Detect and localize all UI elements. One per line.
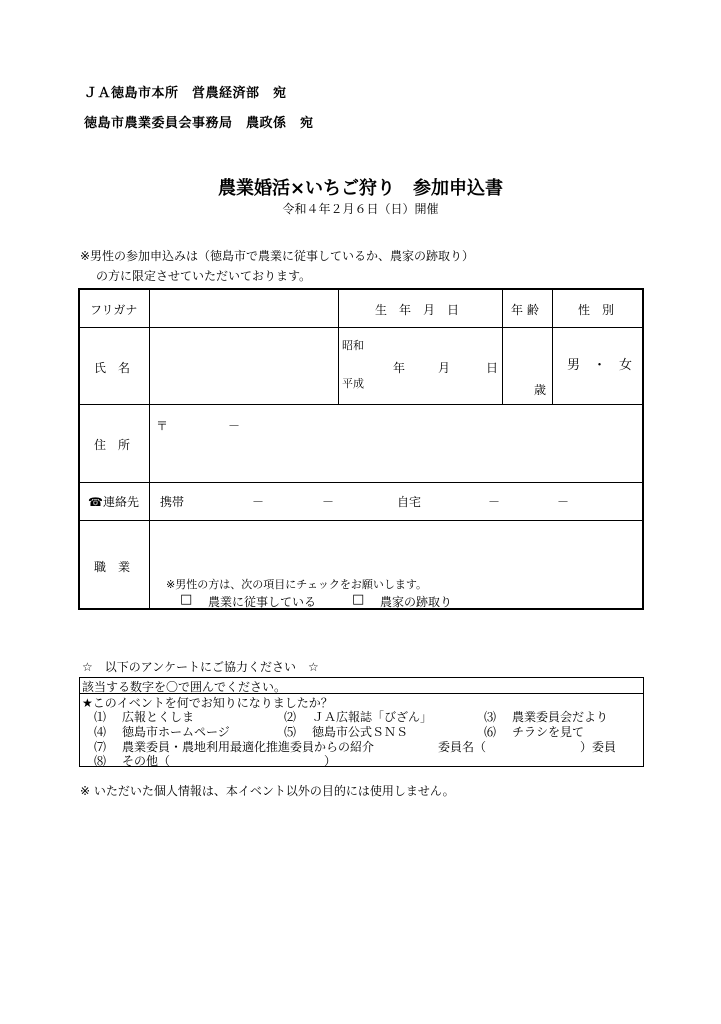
column-divider bbox=[502, 290, 503, 404]
gender-header: 性 別 bbox=[578, 303, 615, 317]
mobile-dash-1: － bbox=[252, 495, 265, 509]
name-label: 氏 名 bbox=[94, 361, 131, 375]
option-5-number[interactable]: ⑸ bbox=[284, 725, 297, 739]
month-label: 月 bbox=[438, 361, 451, 375]
privacy-note: ※ いただいた個人情報は、本イベント以外の目的には使用しません。 bbox=[80, 784, 455, 798]
row-divider bbox=[80, 404, 642, 405]
option-4-label: 徳島市ホームページ bbox=[122, 725, 230, 739]
checkbox-farming-label: 農業に従事している bbox=[208, 595, 317, 609]
mobile-dash-2: － bbox=[322, 495, 335, 509]
survey-box bbox=[79, 677, 644, 767]
home-dash-2: － bbox=[557, 495, 570, 509]
survey-heading: ☆ 以下のアンケートにご協力ください ☆ bbox=[82, 660, 319, 674]
recipient-committee: 徳島市農業委員会事務局 農政係 宛 bbox=[84, 116, 314, 131]
age-header: 年 齢 bbox=[511, 303, 539, 317]
checkbox-successor-label: 農家の跡取り bbox=[380, 595, 453, 609]
eligibility-note-line2: の方に限定させていただいております。 bbox=[96, 269, 312, 283]
committee-suffix: ）委員 bbox=[580, 740, 617, 754]
option-1-number[interactable]: ⑴ bbox=[94, 710, 107, 724]
home-dash-1: － bbox=[488, 495, 501, 509]
option-1-label: 広報とくしま bbox=[122, 710, 195, 724]
postal-dash: － bbox=[228, 419, 241, 433]
checkbox-successor[interactable]: □ bbox=[352, 592, 365, 607]
day-label: 日 bbox=[486, 361, 499, 375]
era-showa[interactable]: 昭和 bbox=[342, 339, 364, 352]
age-unit: 歳 bbox=[534, 383, 547, 397]
checkbox-farming[interactable]: □ bbox=[180, 592, 193, 607]
gender-options[interactable]: 男 ・ 女 bbox=[567, 358, 633, 373]
option-6-label: チラシを見て bbox=[512, 725, 585, 739]
furigana-field[interactable] bbox=[152, 292, 335, 325]
option-3-label: 農業委員会だより bbox=[512, 710, 609, 724]
option-5-label: 徳島市公式ＳＮＳ bbox=[312, 725, 409, 739]
birthdate-header: 生 年 月 日 bbox=[375, 303, 460, 317]
year-label: 年 bbox=[393, 361, 406, 375]
eligibility-note-line1: ※男性の参加申込みは（徳島市で農業に従事しているか、農家の跡取り） bbox=[80, 249, 475, 263]
other-close: ） bbox=[324, 754, 337, 768]
recipient-ja: ＪＡ徳島市本所 営農経済部 宛 bbox=[84, 86, 287, 101]
contact-label: ☎連絡先 bbox=[88, 495, 139, 509]
option-6-number[interactable]: ⑹ bbox=[484, 725, 497, 739]
postal-mark: 〒 bbox=[156, 419, 169, 433]
document-title: 農業婚活×いちご狩り 参加申込書 bbox=[217, 178, 504, 199]
mobile-label: 携帯 bbox=[160, 495, 185, 509]
address-field[interactable] bbox=[152, 407, 638, 480]
committee-name-label: 委員名（ bbox=[438, 740, 487, 754]
option-7-label: 農業委員・農地利用最適化推進委員からの紹介 bbox=[122, 740, 375, 754]
option-7-number[interactable]: ⑺ bbox=[94, 740, 107, 754]
event-date: 令和４年２月６日（日）開催 bbox=[282, 202, 439, 216]
column-divider bbox=[338, 290, 339, 404]
name-field[interactable] bbox=[152, 330, 335, 402]
row-divider bbox=[80, 520, 642, 521]
option-4-number[interactable]: ⑷ bbox=[94, 725, 107, 739]
option-8-label: その他（ bbox=[122, 754, 171, 768]
home-label: 自宅 bbox=[397, 495, 422, 509]
survey-question: ★このイベントを何でお知りになりましたか？ bbox=[82, 696, 333, 710]
column-divider bbox=[552, 290, 553, 404]
option-8-number[interactable]: ⑻ bbox=[94, 754, 107, 768]
era-heisei[interactable]: 平成 bbox=[342, 377, 364, 390]
occupation-label: 職 業 bbox=[94, 560, 131, 574]
application-form-table bbox=[78, 288, 644, 610]
label-column-divider bbox=[149, 290, 150, 608]
option-3-number[interactable]: ⑶ bbox=[484, 710, 497, 724]
furigana-label: フリガナ bbox=[90, 303, 138, 317]
survey-instruction: 該当する数字を〇で囲んでください。 bbox=[82, 680, 287, 694]
occupation-note: ※男性の方は、次の項目にチェックをお願いします。 bbox=[166, 578, 428, 591]
row-divider bbox=[80, 482, 642, 483]
option-2-number[interactable]: ⑵ bbox=[284, 710, 297, 724]
row-divider bbox=[80, 327, 642, 328]
option-2-label: ＪＡ広報誌「びざん」 bbox=[312, 710, 433, 724]
address-label: 住 所 bbox=[94, 438, 131, 452]
